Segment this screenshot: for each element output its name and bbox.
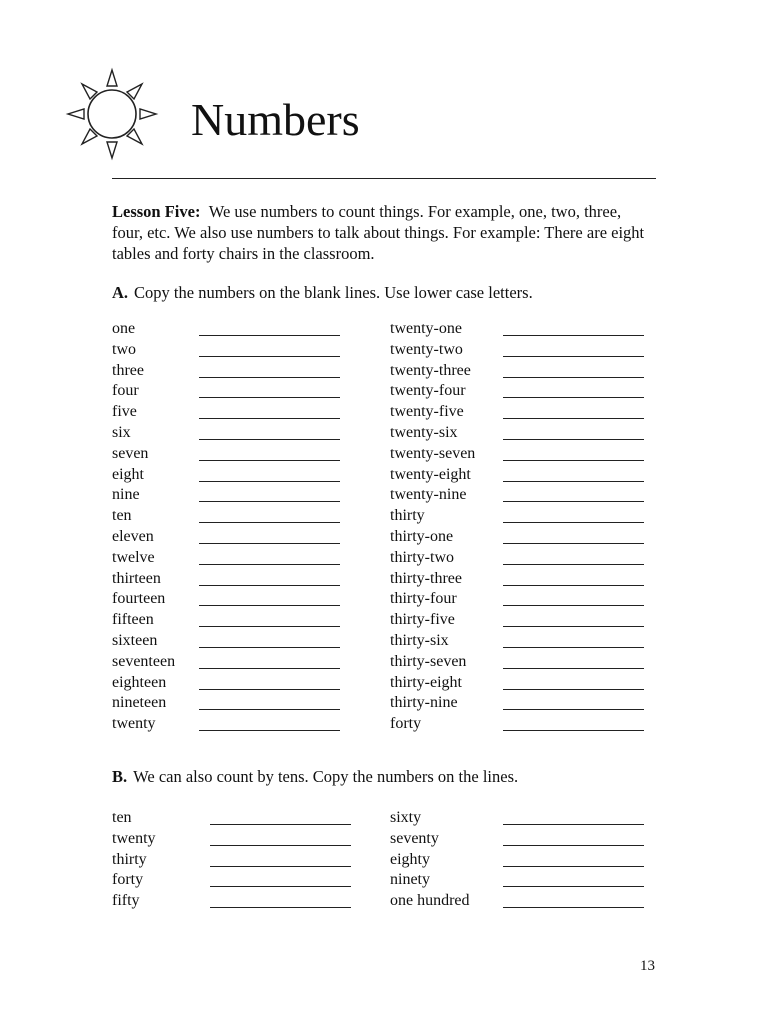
number-word: nine	[112, 486, 140, 504]
blank-line[interactable]	[503, 481, 644, 482]
blank-line[interactable]	[503, 907, 644, 908]
number-row	[390, 506, 650, 527]
lesson-intro	[112, 201, 652, 264]
number-word: ten	[112, 507, 132, 525]
blank-line[interactable]	[503, 886, 644, 887]
number-row	[390, 850, 650, 871]
section-b-instruction	[112, 766, 518, 787]
blank-line[interactable]	[503, 668, 644, 669]
blank-line[interactable]	[503, 585, 644, 586]
number-word: one	[112, 320, 136, 337]
number-row	[112, 850, 362, 871]
number-row	[390, 423, 650, 444]
number-row	[390, 631, 650, 652]
blank-line[interactable]	[199, 481, 340, 482]
number-row	[112, 610, 352, 631]
blank-line[interactable]	[503, 824, 644, 825]
blank-line[interactable]	[503, 647, 644, 648]
number-word: thirteen	[112, 569, 161, 587]
number-word: twenty-two	[390, 340, 463, 358]
number-word: seventy	[390, 829, 439, 847]
number-row	[112, 465, 352, 486]
section-b-text: We can also count by tens. Copy the numbers on the lines.	[133, 767, 519, 786]
blank-line[interactable]	[503, 501, 644, 502]
number-word: twelve	[112, 548, 155, 566]
number-word: six	[112, 423, 131, 441]
number-row	[112, 340, 352, 361]
section-b-label: B.	[112, 767, 128, 786]
number-word: sixteen	[112, 631, 158, 649]
blank-line[interactable]	[199, 397, 340, 398]
blank-line[interactable]	[503, 709, 644, 710]
blank-line[interactable]	[503, 397, 644, 398]
sun-icon	[62, 64, 162, 164]
number-word: thirty-seven	[390, 652, 467, 670]
blank-line[interactable]	[199, 501, 340, 502]
blank-line[interactable]	[199, 377, 340, 378]
blank-line[interactable]	[199, 439, 340, 440]
section-a-right-column	[390, 319, 650, 735]
number-word: eight	[112, 465, 144, 483]
blank-line[interactable]	[199, 418, 340, 419]
blank-line[interactable]	[199, 709, 340, 710]
blank-line[interactable]	[199, 689, 340, 690]
lesson-label: Lesson Five:	[112, 202, 201, 221]
number-row	[112, 693, 352, 714]
number-row	[390, 340, 650, 361]
number-word: nineteen	[112, 694, 167, 712]
number-row	[112, 891, 362, 912]
blank-line[interactable]	[210, 845, 351, 846]
number-row	[112, 402, 352, 423]
number-word: thirty-four	[390, 590, 457, 608]
section-a-label: A.	[112, 283, 129, 302]
blank-line[interactable]	[199, 626, 340, 627]
number-row	[112, 381, 352, 402]
blank-line[interactable]	[199, 543, 340, 544]
number-row	[112, 631, 352, 652]
number-word: twenty	[112, 829, 156, 847]
number-word: one hundred	[390, 892, 470, 910]
blank-line[interactable]	[199, 647, 340, 648]
blank-line[interactable]	[503, 377, 644, 378]
number-word: twenty-five	[390, 403, 464, 421]
number-row	[390, 652, 650, 673]
blank-line[interactable]	[503, 543, 644, 544]
number-row	[390, 402, 650, 423]
number-word: thirty-one	[390, 527, 454, 545]
number-word: seventeen	[112, 652, 176, 670]
blank-line[interactable]	[503, 730, 644, 731]
number-row	[390, 527, 650, 548]
blank-line[interactable]	[199, 522, 340, 523]
number-word: twenty-six	[390, 423, 458, 441]
blank-line[interactable]	[199, 585, 340, 586]
number-word: thirty-three	[390, 569, 462, 587]
number-row	[112, 829, 362, 850]
number-word: ten	[112, 809, 132, 826]
number-word: twenty	[112, 715, 156, 733]
number-row	[390, 465, 650, 486]
blank-line[interactable]	[210, 886, 351, 887]
number-word: thirty-six	[390, 631, 449, 649]
blank-line[interactable]	[503, 460, 644, 461]
number-word: twenty-nine	[390, 486, 467, 504]
number-row	[112, 673, 352, 694]
number-word: forty	[390, 715, 422, 733]
blank-line[interactable]	[503, 845, 644, 846]
blank-line[interactable]	[503, 564, 644, 565]
number-row	[112, 589, 352, 610]
number-word: thirty	[390, 507, 425, 525]
blank-line[interactable]	[210, 907, 351, 908]
number-row	[390, 870, 650, 891]
number-row	[390, 381, 650, 402]
section-a-instruction	[112, 282, 533, 303]
number-word: five	[112, 403, 137, 421]
section-a-left-column	[112, 319, 352, 735]
number-row	[390, 610, 650, 631]
number-row	[390, 444, 650, 465]
blank-line[interactable]	[503, 356, 644, 357]
blank-line[interactable]	[199, 668, 340, 669]
number-row	[390, 693, 650, 714]
blank-line[interactable]	[199, 356, 340, 357]
blank-line[interactable]	[199, 460, 340, 461]
number-word: ninety	[390, 871, 430, 889]
blank-line[interactable]	[503, 418, 644, 419]
number-row	[390, 808, 650, 829]
number-word: sixty	[390, 809, 422, 826]
section-a-text: Copy the numbers on the blank lines. Use lower case letters.	[134, 283, 533, 302]
section-b-left-column	[112, 808, 362, 912]
number-word: thirty-five	[390, 611, 455, 629]
number-word: thirty-two	[390, 548, 454, 566]
number-row	[112, 808, 362, 829]
blank-line[interactable]	[199, 335, 340, 336]
number-row	[112, 361, 352, 382]
number-row	[112, 548, 352, 569]
blank-line[interactable]	[199, 564, 340, 565]
number-row	[390, 829, 650, 850]
number-word: fifteen	[112, 611, 154, 629]
number-row	[390, 548, 650, 569]
number-row	[390, 361, 650, 382]
number-word: four	[112, 382, 139, 400]
number-row	[112, 652, 352, 673]
blank-line[interactable]	[503, 335, 644, 336]
number-word: seven	[112, 444, 149, 462]
number-word: thirty	[112, 850, 147, 868]
number-word: thirty-nine	[390, 694, 458, 712]
number-word: eighty	[390, 850, 430, 868]
blank-line[interactable]	[199, 605, 340, 606]
blank-line[interactable]	[503, 866, 644, 867]
number-row	[112, 527, 352, 548]
number-row	[390, 569, 650, 590]
blank-line[interactable]	[503, 689, 644, 690]
number-row	[112, 569, 352, 590]
number-word: twenty-three	[390, 361, 471, 379]
number-row	[390, 485, 650, 506]
number-word: thirty-eight	[390, 673, 462, 691]
number-row	[112, 444, 352, 465]
section-b-right-column	[390, 808, 650, 912]
blank-line[interactable]	[503, 439, 644, 440]
number-row	[390, 673, 650, 694]
number-word: fifty	[112, 892, 140, 910]
number-word: fourteen	[112, 590, 166, 608]
number-row	[112, 714, 352, 735]
number-word: eighteen	[112, 673, 167, 691]
number-row	[112, 485, 352, 506]
number-row	[390, 319, 650, 340]
number-row	[390, 714, 650, 735]
number-row	[112, 506, 352, 527]
blank-line[interactable]	[503, 626, 644, 627]
number-row	[112, 319, 352, 340]
lesson-text: We use numbers to count things. For example, one, two, three, four, etc. We also use numbers to talk about things. For example: There are eight tables and forty chairs in the classroom.	[112, 202, 645, 263]
number-word: forty	[112, 871, 144, 889]
number-word: twenty-one	[390, 320, 462, 337]
blank-line[interactable]	[210, 866, 351, 867]
number-word: three	[112, 361, 144, 379]
page-title: Numbers	[191, 94, 360, 145]
title-rule	[112, 178, 656, 179]
blank-line[interactable]	[503, 522, 644, 523]
number-word: twenty-seven	[390, 444, 476, 462]
number-row	[112, 870, 362, 891]
number-word: twenty-eight	[390, 465, 471, 483]
number-word: eleven	[112, 527, 154, 545]
number-row	[390, 589, 650, 610]
number-word: twenty-four	[390, 382, 466, 400]
number-row	[390, 891, 650, 912]
blank-line[interactable]	[503, 605, 644, 606]
number-word: two	[112, 340, 136, 358]
blank-line[interactable]	[199, 730, 340, 731]
page-number: 13	[640, 958, 655, 974]
blank-line[interactable]	[210, 824, 351, 825]
number-row	[112, 423, 352, 444]
